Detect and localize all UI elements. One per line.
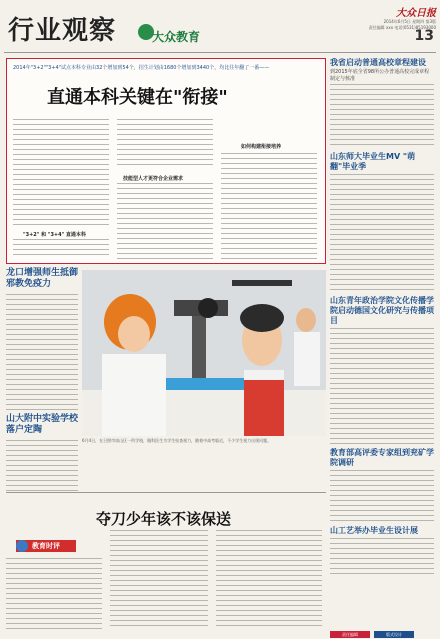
section-title: 行业观察 (8, 16, 117, 46)
lead-text-col2b (117, 183, 213, 259)
lead-text-col2 (117, 119, 213, 169)
page-header (0, 0, 440, 54)
section-rule (6, 492, 326, 493)
feature-headline: 夺刀少年该不该保送 (96, 510, 232, 528)
footer-layout: 版式设计 (374, 631, 414, 638)
masthead: 大众日报 (396, 8, 436, 19)
eye-exam-photo (82, 270, 326, 436)
header-rule (4, 52, 436, 53)
date-line: 2014年6月5日 星期四 第3版 (383, 19, 436, 24)
lead-text-col1 (13, 119, 109, 227)
lead-deck: 2014年"3+2""3+4"试点本科专业由32个增加到54个，招生计划由1680个增加到3440个，均比往年翻了一番—— (13, 65, 270, 71)
right-headline-5: 山工艺举办毕业生设计展 (330, 526, 418, 535)
right-headline-3: 山东青年政治学院文化传播学院启动德国文化研究与传播项目 (330, 296, 434, 325)
right-column (330, 58, 434, 574)
left-headline-2: 山大附中实验学校落户定陶 (6, 414, 79, 435)
right-subhead-1: 到2015年底全省98所公办普通高校完成章程制定与核准 (330, 69, 430, 82)
left-text-2 (6, 440, 78, 492)
right-text-2 (330, 174, 434, 292)
photo-caption: 6月4日，在日照市岚山区一所学校，眼科医生为学生检查视力，随着中高考临近，不少学生视力出现问题。 (82, 438, 272, 443)
left-text-1 (6, 294, 78, 410)
section-subtitle: 大众教育 (152, 30, 201, 44)
right-headline-1: 我省启动普通高校章程建设 (330, 58, 426, 67)
right-text-3 (330, 328, 434, 444)
lead-story (6, 58, 326, 264)
right-headline-2: 山东师大毕业生MV "萌翻"毕业季 (330, 152, 416, 171)
lead-text-col3 (221, 153, 317, 259)
masthead-block (369, 4, 436, 31)
feature-text-col3 (216, 530, 322, 630)
lead-text-col1b (13, 239, 109, 259)
right-text-1 (330, 84, 434, 148)
feature-text-col2 (110, 530, 208, 630)
page-number: 13 (414, 28, 434, 44)
commentary-icon (16, 540, 28, 552)
editor-line: 责任编辑 xxx 电话(0531)85193000 (368, 25, 436, 30)
lead-subhead-2: 技能型人才更符合企业需求 (123, 176, 184, 182)
left-headline-1: 龙口增强师生抵御邪教免疫力 (6, 268, 79, 289)
right-text-5 (330, 538, 434, 574)
commentary-badge: 教育时评 (16, 540, 76, 552)
right-text-4 (330, 470, 434, 522)
footer-editor: 责任编辑 (330, 631, 370, 638)
feature-text-col1 (6, 558, 102, 630)
news-photo (82, 270, 326, 436)
right-headline-4: 教育部高评委专家组到兖矿学院调研 (330, 448, 434, 467)
lead-subhead-1: "3+2" 和 "3+4" 直通本科 (23, 232, 86, 238)
lead-subhead-3: 如何构建衔接培养 (241, 144, 282, 150)
lead-headline: 直通本科关键在"衔接" (47, 87, 228, 108)
footer-bar (0, 629, 440, 639)
